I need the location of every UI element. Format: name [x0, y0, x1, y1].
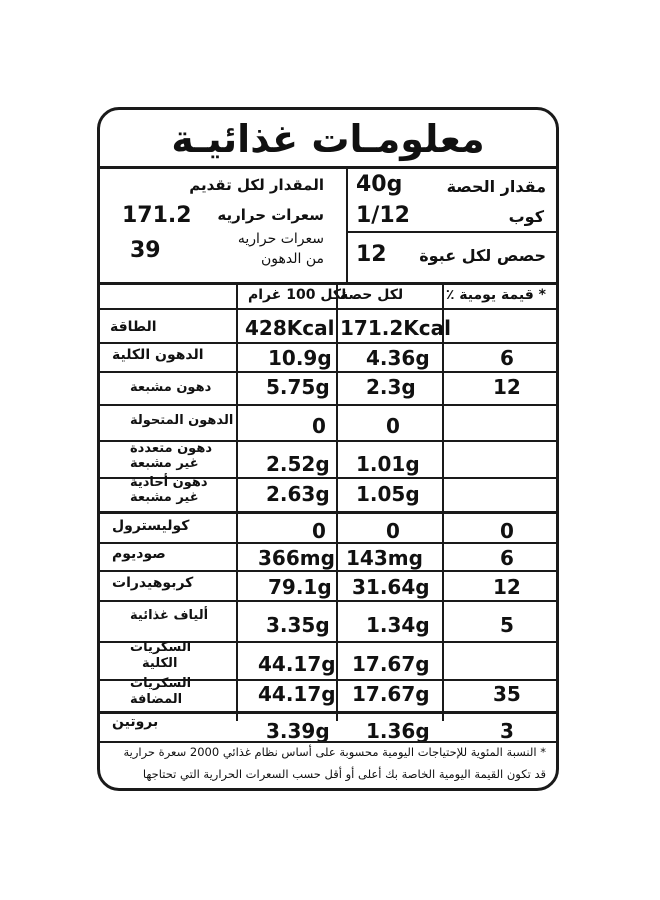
cell-per100: 0 [312, 519, 326, 543]
cell-daily: 5 [500, 613, 514, 637]
divider [100, 711, 556, 714]
cell-per100: 428Kcal [245, 316, 335, 340]
divider [236, 283, 238, 721]
cell-per-serving: 4.36g [366, 346, 430, 370]
row-label-added-sugars-2: المضافة [130, 692, 183, 707]
cell-per100: 2.52g [266, 452, 330, 476]
cell-per-serving: 1.01g [356, 452, 420, 476]
cell-per100: 44.17g [258, 652, 336, 676]
row-label-polyunsaturated-2: غير مشبعة [130, 456, 199, 471]
cell-per-serving: 1.05g [356, 482, 420, 506]
cell-per100: 79.1g [268, 575, 332, 599]
row-label-total-sugars-2: الكلية [142, 656, 178, 671]
divider [346, 167, 348, 283]
cell-per100: 366mg [258, 546, 335, 570]
row-label-dietary-fiber: ألياف غذائية [130, 608, 209, 623]
divider [100, 511, 556, 514]
cell-per-serving: 1.36g [366, 719, 430, 743]
cell-per100: 44.17g [258, 682, 336, 706]
cell-daily: 12 [493, 375, 521, 399]
divider [100, 166, 556, 169]
nutrition-facts-panel [97, 107, 559, 791]
row-label-monounsaturated-2: غير مشبعة [130, 490, 199, 505]
cell-per-serving: 1.34g [366, 613, 430, 637]
calories-label: سعرات حراريه [217, 206, 324, 224]
portion-label: مقدار الحصة [446, 177, 546, 196]
row-label-trans-fat: الدهون المتحولة [130, 413, 234, 428]
header-per-100g: لكل 100 غرام [248, 287, 347, 303]
divider [100, 570, 556, 572]
row-label-protein: بروتين [112, 714, 159, 730]
footnote-line-2: قد تكون القيمة اليومية الخاصة بك أعلى أو أقل حسب السعرات الحرارية التي تحتاجها [142, 767, 546, 781]
cell-per-serving: 0 [386, 414, 400, 438]
row-label-monounsaturated-1: دهون أحادية [130, 475, 208, 490]
row-label-total-sugars-1: السكريات [130, 640, 192, 655]
row-label-polyunsaturated-1: دهون متعددة [130, 441, 213, 456]
cell-per-serving: 143mg [346, 546, 423, 570]
nutrition-title: معلومـات غذائيـة [171, 117, 485, 161]
per-serving-heading: المقدار لكل تقديم [189, 176, 324, 194]
cell-per-serving: 17.67g [352, 682, 430, 706]
row-label-energy: الطاقة [110, 319, 157, 335]
cell-per-serving: 2.3g [366, 375, 416, 399]
divider [100, 542, 556, 544]
cup-value: 1/12 [356, 203, 410, 228]
calories-value: 171.2 [122, 203, 192, 228]
cell-daily: 0 [500, 519, 514, 543]
row-label-carbohydrates: كربوهيدرات [112, 575, 194, 591]
divider [100, 741, 556, 743]
servings-per-pack-value: 12 [356, 242, 387, 267]
divider [100, 600, 556, 602]
row-label-sodium: صوديوم [112, 546, 166, 562]
divider [100, 342, 556, 344]
divider [100, 404, 556, 406]
cell-per-serving: 0 [386, 519, 400, 543]
cell-daily: 6 [500, 346, 514, 370]
header-per-serving: لكل حصة [340, 287, 404, 303]
cell-per-serving: 171.2Kcal [340, 316, 451, 340]
cell-per-serving: 17.67g [352, 652, 430, 676]
cell-daily: 6 [500, 546, 514, 570]
divider [442, 283, 444, 721]
cell-per-serving: 31.64g [352, 575, 430, 599]
cell-per100: 5.75g [266, 375, 330, 399]
cup-label: كوب [508, 207, 544, 226]
divider [100, 282, 556, 285]
row-label-total-fat: الدهون الكلية [112, 347, 204, 363]
footnote-line-1: * النسبة المئوية للإحتياجات اليومية محسوبة على أساس نظام غذائي 2000 سعرة حرارية [123, 745, 546, 759]
servings-per-pack-label: حصص لكل عبوة [419, 246, 546, 265]
cell-daily: 35 [493, 682, 521, 706]
divider [346, 231, 556, 233]
divider [100, 308, 556, 310]
cell-daily: 12 [493, 575, 521, 599]
cell-per100: 2.63g [266, 482, 330, 506]
fat-calories-label-1: سعرات حراريه [237, 231, 324, 247]
row-label-added-sugars-1: السكريات [130, 676, 192, 691]
cell-per100: 10.9g [268, 346, 332, 370]
cell-per100: 3.39g [266, 719, 330, 743]
portion-value: 40g [356, 172, 403, 197]
cell-per100: 3.35g [266, 613, 330, 637]
row-label-saturated-fat: دهون مشبعة [130, 380, 212, 395]
row-label-cholesterol: كوليسترول [112, 518, 190, 534]
divider [336, 283, 338, 721]
header-daily-value: * قيمة يومية ٪ [445, 287, 546, 303]
fat-calories-value: 39 [130, 238, 161, 263]
fat-calories-label-2: من الدهون [260, 251, 324, 267]
cell-per100: 0 [312, 414, 326, 438]
divider [100, 371, 556, 373]
cell-daily: 3 [500, 719, 514, 743]
